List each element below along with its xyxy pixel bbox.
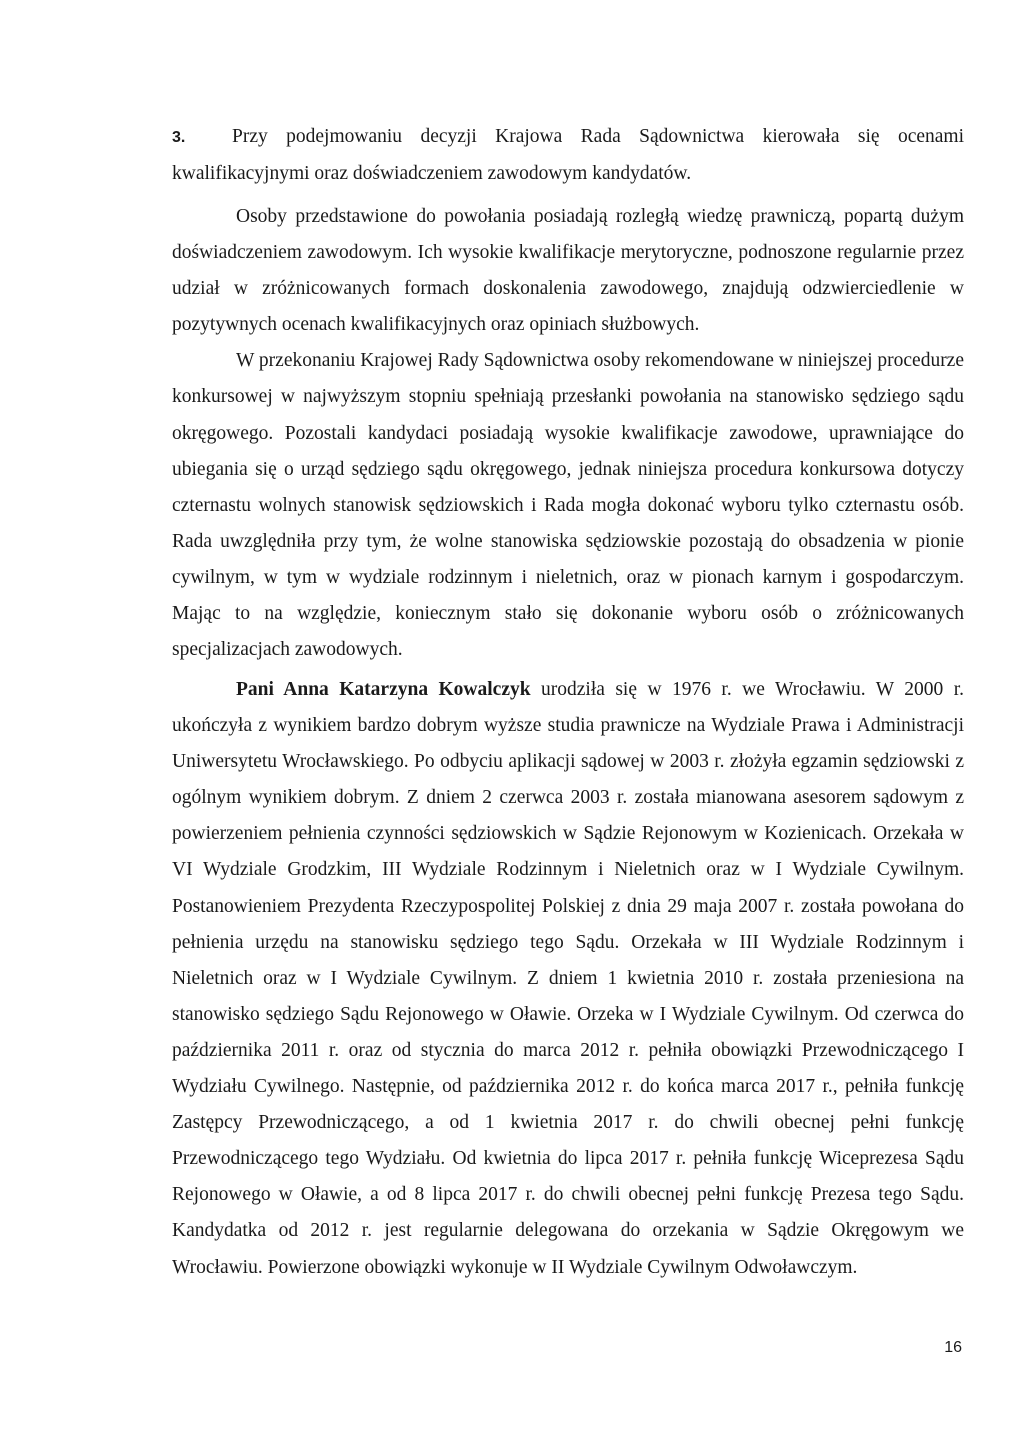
section-intro-text: Przy podejmowaniu decyzji Krajowa Rada Sądownictwa kierowała się ocenami kwalifikacyjnymi oraz doświadczeniem zawodowym kandydatów. <box>172 126 964 185</box>
paragraph-qualifications: Osoby przedstawione do powołania posiadają rozległą wiedzę prawniczą, popartą dużym doświadczeniem zawodowym. Ich wysokie kwalifikacje merytoryczne, podnoszone regularnie przez udział w zróżnicowanych formach doskonalenia zawodowego, znajdują odzwierciedlenie w pozytywnych ocenach kwalifikacyjnych oraz opiniach służbowych. <box>172 206 964 336</box>
candidate-biography: urodziła się w 1976 r. we Wrocławiu. W 2000 r. ukończyła z wynikiem bardzo dobrym wyższe studia prawnicze na Wydziale Prawa i Administracji Uniwersytetu Wrocławskiego. Po odbyciu aplikacji sądowej w 2003 r. złożyła egzamin sędziowski z ogólnym wynikiem dobrym. Z dniem 2 czerwca 2003 r. została mianowana asesorem sądowym z powierzeniem pełnienia czynności sędziowskich w Sądzie Rejonowym w Kozienicach. Orzekała w VI Wydziale Grodzkim, III Wydziale Rodzinnym i Nieletnich oraz w I Wydziale Cywilnym. Postanowieniem Prezydenta Rzeczypospolitej Polskiej z dnia 29 maja 2007 r. została powołana do pełnienia urzędu na stanowisku sędziego tego Sądu. Orzekała w III Wydziale Rodzinnym i Nieletnich oraz w I Wydziale Cywilnym. Z dniem 1 kwietnia 2010 r. została przeniesiona na stanowisko sędziego Sądu Rejonowego w Oławie. Orzeka w I Wydziale Cywilnym. Od czerwca do października 2011 r. oraz od stycznia do marca 2012 r. pełniła obowiązki Przewodniczącego I Wydziału Cywilnego. Następnie, od października 2012 r. do końca marca 2017 r., pełniła funkcję Zastępcy Przewodniczącego, a od 1 kwietnia 2017 r. do chwili obecnej pełni funkcję Przewodniczącego tego Wydziału. Od kwietnia do lipca 2017 r. pełniła funkcję Wiceprezesa Sądu Rejonowego w Oławie, a od 8 lipca 2017 r. do chwili obecnej pełni funkcję Prezesa tego Sądu. Kandydatka od 2012 r. jest regularnie delegowana do orzekania w Sądzie Okręgowym we Wrocławiu. Powierzone obowiązki wykonuje w II Wydziale Cywilnym Odwoławczym. <box>172 679 964 1278</box>
candidate-profile-paragraph <box>172 672 964 1286</box>
paragraph-council-opinion: W przekonaniu Krajowej Rady Sądownictwa osoby rekomendowane w niniejszej procedurze konkursowej w najwyższym stopniu spełniają przesłanki powołania na stanowisko sędziego sądu okręgowego. Pozostali kandydaci posiadają wysokie kwalifikacje zawodowe, uprawniające do ubiegania się o urząd sędziego sądu okręgowego, jednak niniejsza procedura konkursowa dotyczy czternastu wolnych stanowisk sędziowskich i Rada mogła dokonać wyboru tylko czternastu osób. Rada uwzględniła przy tym, że wolne stanowiska sędziowskie pozostają do obsadzenia w pionie cywilnym, w tym w wydziale rodzinnym i nieletnich, oraz w pionach karnym i gospodarczym. Mając to na względzie, koniecznym stało się dokonanie wyboru osób o zróżnicowanych specjalizacjach zawodowych. <box>172 350 964 661</box>
page-number: 16 <box>944 1339 962 1356</box>
section-intro-paragraph <box>172 119 964 192</box>
section-number: 3. <box>172 129 186 146</box>
candidate-name: Pani Anna Katarzyna Kowalczyk <box>236 679 531 700</box>
body-paragraphs <box>172 199 964 668</box>
